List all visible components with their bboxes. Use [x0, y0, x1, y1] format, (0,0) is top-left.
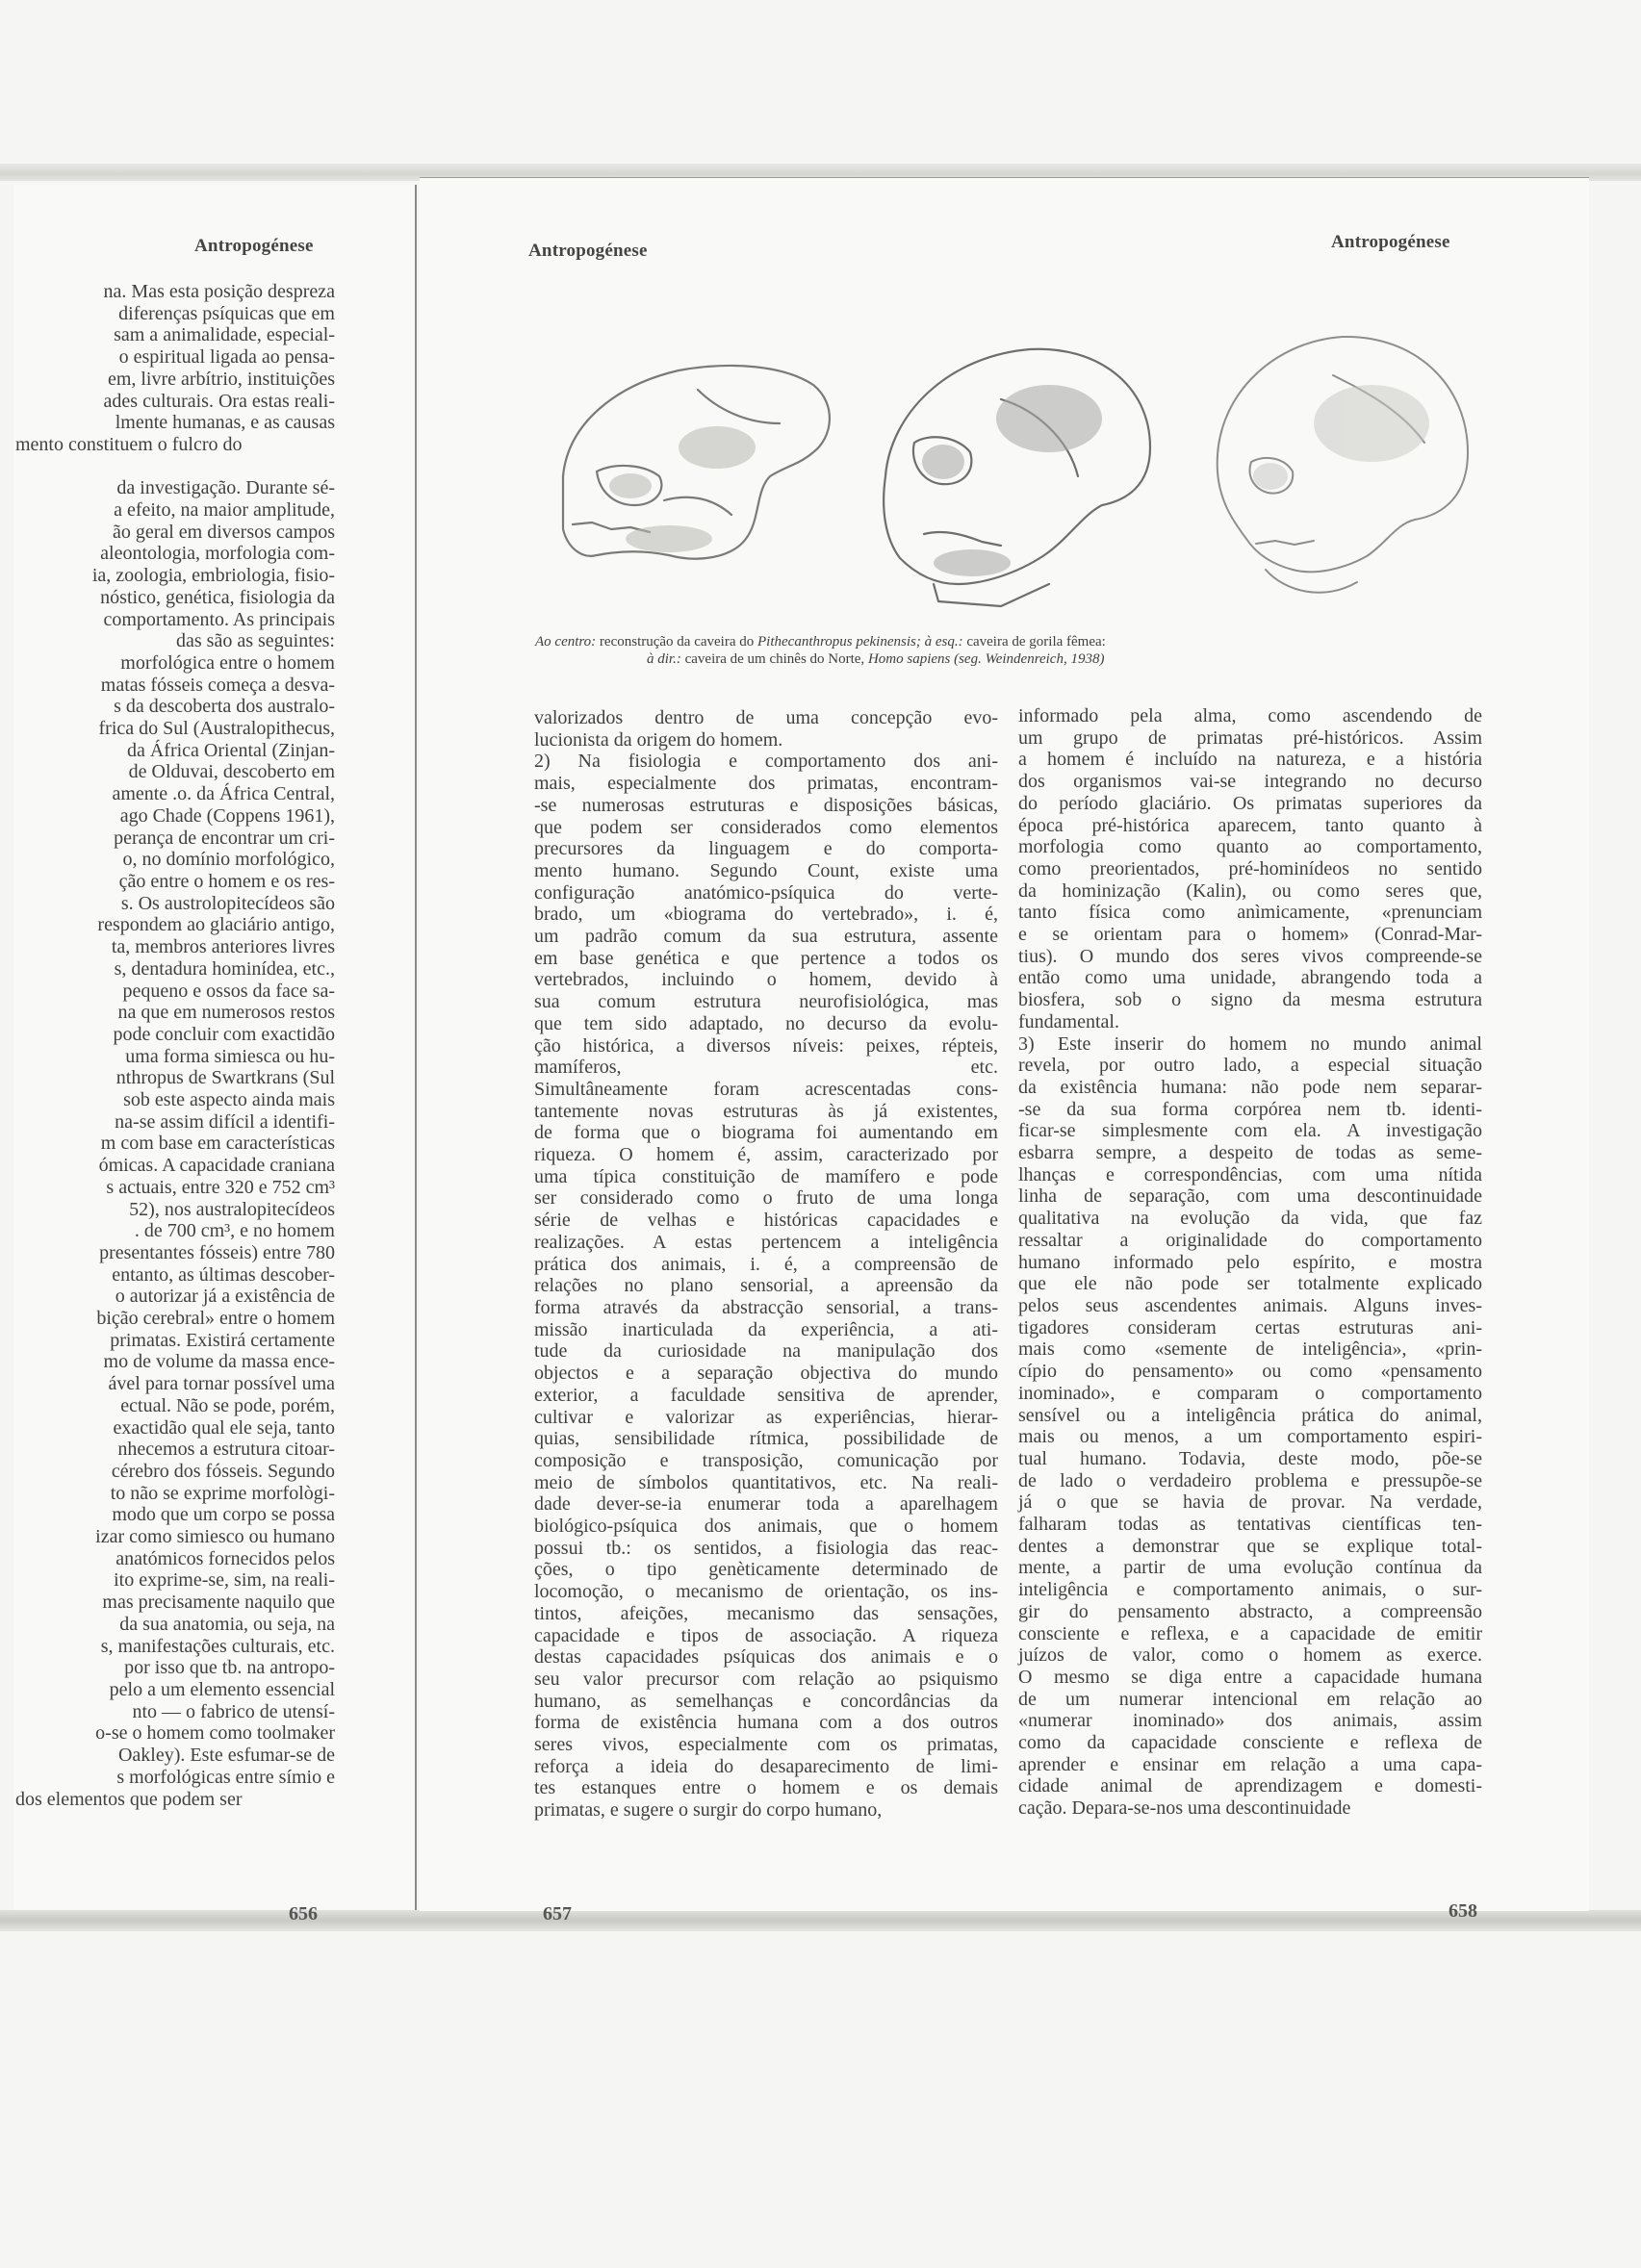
text-line: ficar-se simplesmente com ela. A investigação	[1018, 1120, 1482, 1142]
text-line: realizações. A estas pertencem a inteligência	[534, 1231, 998, 1253]
homo-sapiens-skull-figure	[1179, 318, 1487, 625]
text-line: tual humano. Todavia, deste modo, põe-se	[1018, 1447, 1482, 1469]
text-line: meio de símbolos quantitativos, etc. Na reali-	[534, 1471, 998, 1493]
page-number-center: 657	[543, 1903, 572, 1924]
caption-text-2b: caveira de um chinês do Norte,	[684, 651, 865, 667]
text-line: O mesmo se diga entre a capacidade humana	[1018, 1666, 1482, 1688]
caption-text-1b: Pithecanthropus pekinensis; à esq.:	[757, 634, 963, 650]
text-line: reforça a ideia do desaparecimento de limi-	[534, 1755, 998, 1777]
caption-text-2a: à dir.:	[647, 651, 681, 667]
text-line: amente .o. da África Central,	[112, 783, 335, 805]
text-line: matas fósseis começa a desva-	[100, 674, 335, 696]
text-line: pelos seus ascendentes animais. Alguns inves-	[1018, 1294, 1482, 1316]
text-line: da investigação. Durante sé-	[116, 477, 335, 499]
caption-text-1a: reconstrução da caveira do	[599, 634, 755, 650]
text-line: morfologia como quanto ao comportamento,	[1018, 836, 1482, 858]
text-line: mamíferos, etc.	[534, 1057, 998, 1079]
text-line: época pré-histórica aparecem, tanto quanto à	[1018, 814, 1482, 836]
text-line: aprender e ensinar em relação a uma capa-	[1018, 1753, 1482, 1775]
text-line: como da capacidade consciente e reflexa de	[1018, 1732, 1482, 1754]
text-line: capacidade e tipos de associação. A riqueza	[534, 1624, 998, 1646]
text-line: destas capacidades psíquicas dos animais e o	[534, 1646, 998, 1669]
text-line: precursores da linguagem e do comporta-	[534, 838, 998, 860]
text-line: cérebro dos fósseis. Segundo	[111, 1460, 335, 1482]
text-line: da hominização (Kalin), ou como seres que,	[1018, 879, 1482, 902]
text-line: exactidão qual ele seja, tanto	[113, 1416, 335, 1439]
text-line: dade dever-se-ia enumerar toda a aparelhagem	[534, 1493, 998, 1516]
text-line: missão inarticulada da experiência, a ati-	[534, 1318, 998, 1340]
text-line: pequeno e ossos da face sa-	[122, 980, 335, 1002]
text-line: . de 700 cm³, e no homem	[134, 1220, 335, 1242]
text-line: seu valor precursor com relação ao psiquismo	[534, 1668, 998, 1690]
text-line: da existência humana: não pode nem separar-	[1018, 1076, 1482, 1098]
text-line: dos elementos que podem ser	[15, 1788, 243, 1810]
text-line: a homem é incluído na natureza, e a história	[1018, 749, 1482, 771]
text-line: tigadores consideram certas estruturas ani-	[1018, 1316, 1482, 1338]
text-line: bição cerebral» entre o homem	[96, 1308, 335, 1330]
text-line: riqueza. O homem é, assim, caracterizado por	[534, 1144, 998, 1166]
text-line: 3) Este inserir do homem no mundo animal	[1018, 1032, 1482, 1055]
text-line: juízos de valor, como o homem as exerce.	[1018, 1644, 1482, 1667]
text-line: primatas, e sugere o surgir do corpo humano,	[534, 1799, 883, 1822]
text-line: em base genética e que pertence a todos os	[534, 947, 998, 969]
text-line: sua comum estrutura neurofisiológica, mas	[534, 991, 998, 1013]
caption-text-2c: Homo sapiens (seg. Weindenreich, 1938)	[867, 651, 1105, 667]
text-line: objectos e a separação objectiva do mundo	[534, 1363, 998, 1385]
text-line: tude da curiosidade na manipulação dos	[534, 1340, 998, 1363]
text-line: inominado», e comparam o comportamento	[1018, 1382, 1482, 1404]
text-line: ta, membros anteriores livres	[111, 936, 335, 958]
text-line: um padrão comum da sua estrutura, assente	[534, 926, 998, 948]
text-line: frica do Sul (Australopithecus,	[98, 718, 335, 740]
text-line: qualitativa na evolução da vida, que faz	[1018, 1208, 1482, 1230]
text-line: mento constituem o fulcro do	[15, 433, 243, 455]
text-line: esbarra sempre, a despeito de todas as seme-	[1018, 1142, 1482, 1164]
text-line: ades culturais. Ora estas reali-	[103, 390, 335, 412]
text-line: vertebrados, incluindo o homem, devido à	[534, 969, 998, 991]
text-line: cultivar e valorizar as experiências, hierar-	[534, 1406, 998, 1428]
text-line: s actuais, entre 320 e 752 cm³	[106, 1176, 335, 1198]
text-line: na que em numerosos restos	[117, 1002, 335, 1024]
caption-label: Ao centro:	[535, 634, 597, 650]
text-line: nhecemos a estrutura citoar-	[117, 1439, 335, 1461]
running-head-left: Antropogénese	[194, 236, 314, 256]
text-line: -se da sua forma corpórea nem tb. identi-	[1018, 1098, 1482, 1120]
text-line: s da descoberta dos australo-	[114, 696, 335, 718]
text-line: o, no domínio morfológico,	[122, 849, 335, 871]
text-line: falharam todas as tentativas científicas ten-	[1018, 1514, 1482, 1536]
text-line: quias, sensibilidade rítmica, possibilidade de	[534, 1428, 998, 1450]
text-line: consciente e reflexa, e a capacidade de emitir	[1018, 1622, 1482, 1644]
text-line: relações no plano sensorial, a apreensão da	[534, 1275, 998, 1297]
text-line: cação. Depara-se-nos uma descontinuidade	[1018, 1797, 1351, 1820]
text-line: nóstico, genética, fisiologia da	[100, 586, 335, 608]
text-line: que podem ser considerados como elementos	[534, 816, 998, 838]
text-line: primatas. Existirá certamente	[110, 1329, 335, 1351]
text-line: forma através da abstracção sensorial, a trans-	[534, 1296, 998, 1318]
text-line: s, manifestações culturais, etc.	[100, 1635, 335, 1657]
text-line: que ele não pode ser totalmente explicado	[1018, 1273, 1482, 1295]
text-line: ável para tornar possível uma	[108, 1373, 335, 1395]
text-line: lucionista da origem do homem.	[534, 728, 783, 751]
text-line: morfológica entre o homem	[120, 651, 335, 674]
text-line: das são as seguintes:	[176, 630, 335, 652]
text-line: pelo a um elemento essencial	[109, 1679, 335, 1700]
text-line: tantemente novas estruturas às já existentes,	[534, 1100, 998, 1122]
text-line: comportamento. As principais	[103, 608, 335, 630]
text-line: ressaltar a originalidade do comportamento	[1018, 1229, 1482, 1251]
text-line: o espiritual ligada ao pensa-	[118, 346, 335, 369]
text-line: dos organismos vai-se integrando no decurso	[1018, 771, 1482, 793]
text-line: possui tb.: os sentidos, a fisiologia das reac-	[534, 1537, 998, 1559]
text-line: sensível ou a inteligência prática do animal,	[1018, 1404, 1482, 1426]
text-line: o-se o homem como toolmaker	[95, 1722, 335, 1745]
figure-caption	[535, 633, 1478, 668]
left-page-column	[15, 281, 335, 1810]
text-line: do período glaciário. Os primatas superiores da	[1018, 792, 1482, 814]
text-line: e se orientam para o homem» (Conrad-Mar-	[1018, 924, 1482, 946]
text-line: Simultâneamente foram acrescentadas cons-	[534, 1078, 998, 1100]
text-line: então como uma unidade, abrangendo toda a	[1018, 967, 1482, 989]
gorilla-skull-figure	[525, 332, 857, 582]
text-line: mais ou menos, a um comportamento espiri-	[1018, 1426, 1482, 1448]
text-line: ção entre o homem e os res-	[118, 870, 335, 892]
text-line	[15, 456, 335, 478]
text-line: de Olduvai, descoberto em	[128, 761, 335, 783]
text-line: dentes a demonstrar que se explique total-	[1018, 1535, 1482, 1557]
text-line: de lado o verdadeiro problema e pressupõe-se	[1018, 1469, 1482, 1491]
text-line: cidade animal de aprendizagem e domesti-	[1018, 1775, 1482, 1797]
text-line: mais, especialmente dos primatas, encontram-	[534, 773, 998, 795]
text-line: composição e transposição, comunicação por	[534, 1449, 998, 1471]
text-line: mas precisamente naquilo que	[102, 1592, 335, 1614]
text-line: como preorientados, pré-hominídeos no sentido	[1018, 857, 1482, 879]
text-line: prática dos animais, i. é, a compreensão de	[534, 1253, 998, 1275]
caption-text-1c: caveira de gorila fêmea:	[966, 634, 1106, 650]
text-line: humano, as semelhanças e concordâncias da	[534, 1690, 998, 1712]
text-line: biosfera, sob o signo da mesma estrutura	[1018, 989, 1482, 1011]
text-line: sob este aspecto ainda mais	[123, 1089, 335, 1111]
text-line: uma forma simiesca ou hu-	[125, 1045, 335, 1067]
text-line: tius). O mundo dos seres vivos compreende-se	[1018, 945, 1482, 967]
text-line: revela, por outro lado, a especial situação	[1018, 1055, 1482, 1077]
text-line: uma típica constituição de mamífero e pode	[534, 1165, 998, 1187]
text-line: ito exprime-se, sim, na reali-	[114, 1569, 335, 1592]
text-line: na-se assim difícil a identifi-	[115, 1110, 335, 1133]
text-line: ser considerado como o fruto de uma longa	[534, 1187, 998, 1210]
text-line: informado pela alma, como ascendendo de	[1018, 705, 1482, 726]
text-line: anatómicos fornecidos pelos	[115, 1547, 335, 1569]
text-line: inteligência e comportamento animais, o sur-	[1018, 1579, 1482, 1601]
text-line: lhanças e correspondências, com uma nítida	[1018, 1163, 1482, 1185]
text-line: de um numerar intencional em relação ao	[1018, 1688, 1482, 1710]
text-line: s, dentadura hominídea, etc.,	[114, 957, 335, 980]
text-line: na. Mas esta posição despreza	[103, 281, 335, 302]
text-line: mente, a partir de uma evolução contínua da	[1018, 1557, 1482, 1579]
text-line: aleontologia, morfologia com-	[100, 543, 335, 565]
text-line: humano informado pelo espírito, e mostra	[1018, 1251, 1482, 1273]
text-line: mo de volume da massa ence-	[103, 1351, 335, 1373]
text-line: brado, um «biograma do vertebrado», i. é,	[534, 904, 998, 926]
text-line: tanto física como anìmicamente, «prenunciam	[1018, 902, 1482, 924]
text-line: lmente humanas, e as causas	[115, 412, 335, 434]
pithecanthropus-skull-figure	[857, 332, 1174, 621]
text-line: ago Chade (Coppens 1961),	[119, 804, 335, 827]
text-line: sam a animalidade, especial-	[114, 324, 335, 346]
text-line: exterior, a faculdade sensitiva de aprender,	[534, 1384, 998, 1406]
text-line: presentantes fósseis) entre 780	[99, 1241, 335, 1263]
text-line: tintos, afeições, mecanismo das sensações,	[534, 1602, 998, 1624]
text-line: linha de separação, com uma descontinuidade	[1018, 1185, 1482, 1208]
scan-shadow-bottom	[0, 1910, 1641, 1931]
text-line: 2) Na fisiologia e comportamento dos ani-	[534, 751, 998, 773]
text-line: respondem ao glaciário antigo,	[97, 914, 335, 936]
text-line: da sua anatomia, ou seja, na	[119, 1613, 335, 1635]
text-line: em, livre arbítrio, instituições	[107, 368, 335, 390]
text-line: seres vivos, especialmente com os primatas,	[534, 1734, 998, 1756]
text-line: valorizados dentro de uma concepção evo-	[534, 707, 998, 728]
text-line: ção histórica, a diversos níveis: peixes, répteis,	[534, 1034, 998, 1057]
text-line: tes estanques entre o homem e os demais	[534, 1777, 998, 1799]
text-line: por isso que tb. na antropo-	[124, 1657, 335, 1679]
text-line: mento humano. Segundo Count, existe uma	[534, 859, 998, 881]
text-line: ectual. Não se pode, porém,	[120, 1394, 335, 1416]
text-line: forma de existência humana com a dos outros	[534, 1712, 998, 1734]
text-line: de forma que o biograma foi aumentando em	[534, 1122, 998, 1144]
text-line: «numerar inominado» dos animais, assim	[1018, 1710, 1482, 1732]
text-line: mais como «semente de inteligência», «prin-	[1018, 1338, 1482, 1361]
text-line: 52), nos australopitecídeos	[129, 1198, 335, 1220]
text-line: Oakley). Este esfumar-se de	[117, 1745, 335, 1767]
text-line: pode concluir com exactidão	[113, 1023, 335, 1045]
running-head-center: Antropogénese	[528, 241, 648, 261]
text-line: diferenças psíquicas que em	[118, 302, 335, 324]
page-number-right: 658	[1449, 1900, 1477, 1922]
text-line: gir do pensamento abstracto, a compreensão	[1018, 1600, 1482, 1622]
text-line: que tem sido adaptado, no decurso da evolu-	[534, 1012, 998, 1034]
text-line: biológico-psíquica dos animais, que o homem	[534, 1516, 998, 1538]
text-line: izar como simiesco ou humano	[95, 1526, 335, 1548]
center-page-column	[534, 707, 998, 1822]
text-line: s. Os austrolopitecídeos são	[120, 892, 335, 914]
text-line: ções, o tipo genèticamente determinado de	[534, 1559, 998, 1581]
running-head-right: Antropogénese	[1331, 232, 1450, 252]
text-line: fundamental.	[1018, 1010, 1119, 1032]
text-line: m com base em características	[100, 1133, 335, 1155]
text-line: -se numerosas estruturas e disposições básicas,	[534, 794, 998, 816]
text-line: nto — o fabrico de utensí-	[132, 1700, 335, 1722]
text-line: to não se exprime morfològi-	[110, 1482, 335, 1504]
text-line: configuração anatómico-psíquica do verte-	[534, 881, 998, 904]
text-line: entanto, as últimas descober-	[112, 1263, 335, 1286]
text-line: s morfológicas entre símio e	[116, 1766, 335, 1788]
text-line: já o que se havia de provar. Na verdade,	[1018, 1491, 1482, 1514]
text-line: o autorizar já a existência de	[115, 1286, 335, 1308]
text-line: ia, zoologia, embriologia, fisio-	[91, 565, 335, 587]
text-line: da África Oriental (Zinjan-	[126, 739, 335, 761]
page-number-left: 656	[289, 1903, 318, 1924]
text-line: nthropus de Swartkrans (Sul	[115, 1067, 335, 1089]
text-line: série de velhas e históricas capacidades e	[534, 1210, 998, 1232]
text-line: ão geral em diversos campos	[112, 521, 335, 543]
text-line: modo que um corpo se possa	[112, 1504, 335, 1526]
text-line: locomoção, o mecanismo de orientação, os ins-	[534, 1581, 998, 1603]
text-line: um grupo de primatas pré-históricos. Assim	[1018, 726, 1482, 749]
text-line: cípio do pensamento» ou como «pensamento	[1018, 1361, 1482, 1383]
text-line: a efeito, na maior amplitude,	[114, 499, 335, 522]
text-line: ómicas. A capacidade craniana	[98, 1155, 335, 1177]
right-page-column	[1018, 705, 1482, 1820]
text-line: perança de encontrar um cri-	[114, 827, 335, 849]
